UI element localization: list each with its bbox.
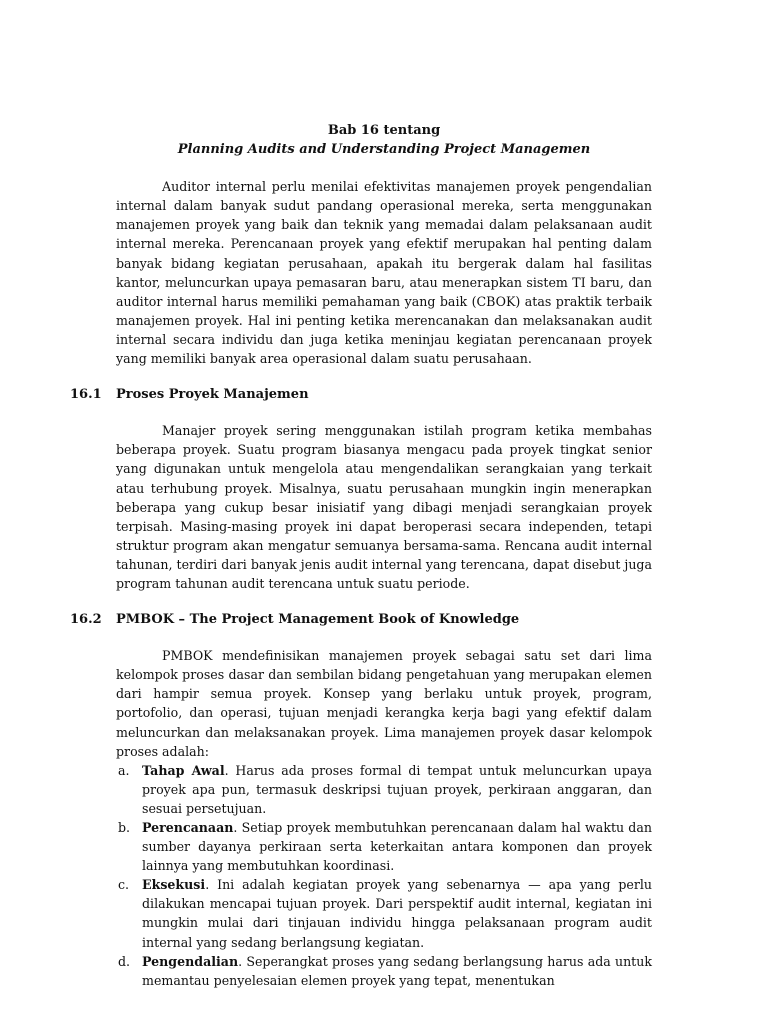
process-group-list <box>116 761 652 990</box>
list-item <box>116 818 652 875</box>
list-term: Perencanaan <box>142 820 234 835</box>
list-term: Eksekusi <box>142 877 206 893</box>
section-title: Proses Proyek Manajemen <box>116 387 309 403</box>
section-paragraph-16-1: Manajer proyek sering menggunakan istilah program ketika membahas beberapa proyek. Suatu program biasanya mengacu pada proyek tingkat senior yang digunakan untuk mengelola atau mengendalikan serangkaian yang terkait atau terhubung proyek. Misalnya, suatu perusahaan mungkin ingin menerapkan beberapa yang cukup besar inisiatif yang dibagi menjadi serangkaian proyek terpisah. Masing-masing proyek ini dapat beroperasi secara independen, tetapi struktur program akan mengatur semuanya bersama-sama. Rencana audit internal tahunan, terdiri dari banyak jenis audit internal yang terencana, dapat disebut juga program tahunan audit terencana untuk suatu periode. <box>116 423 652 591</box>
section-paragraph-16-2: PMBOK mendefinisikan manajemen proyek sebagai satu set dari lima kelompok proses dasar dan sembilan bidang pengetahuan yang merupakan elemen dari hampir semua proyek. Konsep yang berlaku untuk proyek, program, portofolio, dan operasi, tujuan menjadi kerangka kerja bagi yang efektif dalam meluncurkan dan melaksanakan proyek. Lima manajemen proyek dasar kelompok proses adalah: <box>116 648 652 759</box>
list-letter: d. <box>118 953 131 969</box>
section-number: 16.2 <box>70 612 102 628</box>
list-letter: c. <box>118 877 130 893</box>
list-text: . Setiap proyek membutuhkan perencanaan dalam hal waktu dan sumber dayanya perkiraan serta keterkaitan antara komponen dan proyek lainnya yang membutuhkan koordinasi. <box>142 820 652 874</box>
list-term: Tahap Awal <box>142 762 225 778</box>
intro-paragraph: Auditor internal perlu menilai efektivitas manajemen proyek pengendalian internal dalam banyak sudut pandang operasional mereka, serta menggunakan manajemen proyek yang baik dan teknik yang memadai dalam pelaksanaan audit internal mereka. Perencanaan proyek yang efektif merupakan hal penting dalam banyak bidang kegiatan perusahaan, apakah itu bergerak dalam hal fasilitas kantor, meluncurkan upaya pemasaran baru, atau menerapkan sistem TI baru, dan auditor internal harus memiliki pemahaman yang baik (CBOK) atas praktik terbaik manajemen proyek. Hal ini penting ketika merencanakan dan melaksanakan audit internal secara individu dan juga ketika meninjau kegiatan perencanaan proyek yang memiliki banyak area operasional dalam suatu perusahaan. <box>116 179 652 367</box>
list-item <box>116 761 652 818</box>
chapter-title: Bab 16 tentang <box>327 123 441 138</box>
list-text: . Harus ada proses formal di tempat untuk meluncurkan upaya proyek apa pun, termasuk deskripsi tujuan proyek, perkiraan anggaran, dan sesuai persetujuan. <box>142 762 652 816</box>
section-number: 16.1 <box>70 387 102 403</box>
list-letter: a. <box>118 762 130 778</box>
list-text: . Seperangkat proses yang sedang berlangsung harus ada untuk memantau penyelesaian elemen proyek yang tepat, menentukan <box>142 953 652 988</box>
section-heading-16-2 <box>70 610 652 629</box>
list-item <box>116 952 652 990</box>
section-title: PMBOK – The Project Management Book of Knowledge <box>116 612 520 628</box>
list-letter: b. <box>118 820 131 835</box>
list-term: Pengendalian <box>142 953 239 969</box>
section-heading-16-1 <box>70 385 652 404</box>
page-content <box>70 121 652 990</box>
list-item <box>116 875 652 951</box>
list-text: . Ini adalah kegiatan proyek yang sebenarnya — apa yang perlu dilakukan mencapai tujuan proyek. Dari perspektif audit internal, kegiatan ini mungkin mulai dari tinjauan individu hingga pelaksanaan program audit internal yang sedang berlangsung kegiatan. <box>142 877 652 950</box>
chapter-subtitle: Planning Audits and Understanding Project Managemen <box>177 142 591 158</box>
